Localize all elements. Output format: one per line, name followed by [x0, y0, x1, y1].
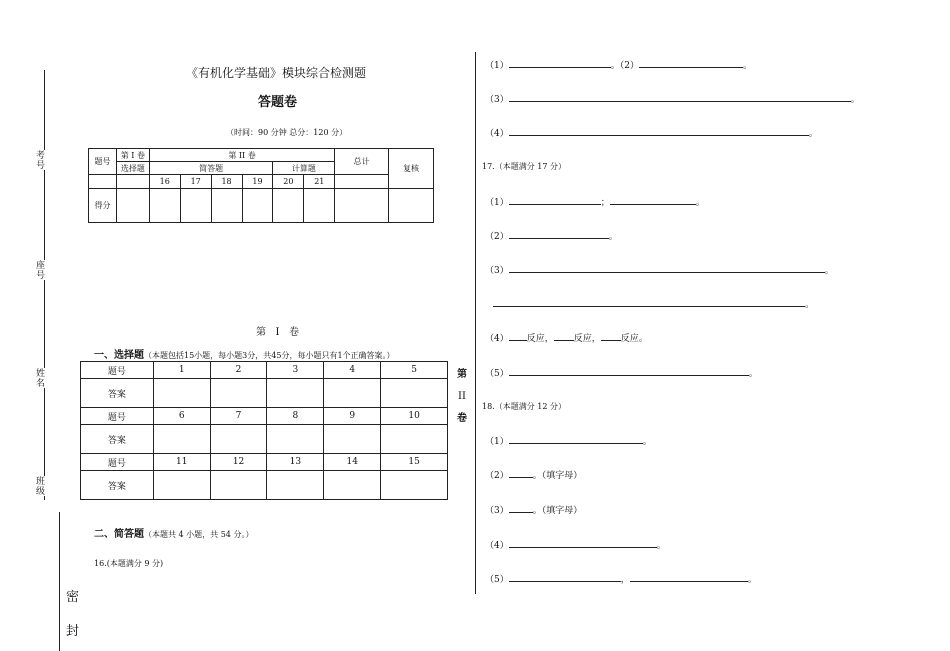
answer-cell[interactable] — [267, 471, 324, 500]
question-number: 1 — [153, 362, 210, 379]
question-number: 11 — [153, 454, 210, 471]
label-zuohao: 座号 — [34, 260, 44, 280]
answer-cell[interactable] — [324, 425, 381, 454]
question-number: 14 — [324, 454, 381, 471]
binding-line — [44, 70, 45, 500]
answer-line-r3: （3） 。 — [485, 92, 860, 105]
part2-marker — [456, 364, 468, 430]
score-cell[interactable] — [149, 189, 180, 223]
question-number: 15 — [381, 454, 448, 471]
answer-cell[interactable] — [381, 379, 448, 408]
label-banji: 班级 — [34, 476, 44, 496]
question-number: 2 — [210, 362, 267, 379]
row-label-q: 题号 — [81, 408, 154, 425]
score-juan1: 第 I 卷 — [116, 149, 149, 162]
answer-cell[interactable] — [210, 471, 267, 500]
q17-line-2: （2） 。 — [485, 229, 618, 242]
blank[interactable] — [509, 229, 609, 239]
question-16-header: 16.(本题满分 9 分) — [94, 559, 164, 568]
answer-sheet-title: 答题卷 — [258, 95, 298, 110]
score-juan2: 第 II 卷 — [149, 149, 334, 162]
answer-cell[interactable] — [153, 379, 210, 408]
seal-line — [59, 512, 60, 651]
row-label-a: 答案 — [81, 425, 154, 454]
blank[interactable] — [509, 468, 533, 478]
part2-marker-char: 卷 — [457, 413, 467, 424]
q17-line-4: （4） 反应， 反应， 反应。 — [485, 331, 648, 344]
score-cell[interactable] — [273, 189, 304, 223]
blank[interactable] — [509, 92, 851, 102]
question-number: 7 — [210, 408, 267, 425]
row-label-a: 答案 — [81, 471, 154, 500]
section2-note: （本题共 4 小题，共 54 分。） — [144, 530, 254, 539]
answer-cell[interactable] — [210, 425, 267, 454]
part2-marker-char: 第 — [457, 369, 467, 380]
score-tihao: 题号 — [89, 149, 117, 175]
blank[interactable] — [493, 297, 805, 307]
q18-line-3: （3） 。（填字母） — [485, 503, 582, 516]
part1-heading: 第 Ⅰ 卷 — [256, 327, 300, 338]
answer-cell[interactable] — [381, 471, 448, 500]
blank[interactable] — [509, 366, 749, 376]
score-num: 20 — [273, 175, 304, 189]
score-cell[interactable] — [211, 189, 242, 223]
blank[interactable] — [509, 572, 621, 582]
q17-line-3: （3） 。 — [485, 263, 834, 276]
score-xuanze: 选择题 — [116, 162, 149, 175]
answer-cell[interactable] — [267, 425, 324, 454]
row-label-q: 题号 — [81, 454, 154, 471]
blank[interactable] — [509, 331, 527, 341]
q17-line-3b: 。 — [493, 297, 814, 310]
row-label-q: 题号 — [81, 362, 154, 379]
question-17-header: 17.（本题满分 17 分） — [482, 162, 566, 171]
score-cell[interactable] — [242, 189, 273, 223]
blank[interactable] — [509, 434, 643, 444]
row-label-a: 答案 — [81, 379, 154, 408]
exam-meta: （时间：90 分钟 总分：120 分） — [226, 128, 348, 137]
q18-line-4: （4） 。 — [485, 538, 666, 551]
score-num: 19 — [242, 175, 273, 189]
page-divider — [475, 52, 476, 594]
q18-line-2: （2） 。（填字母） — [485, 468, 582, 481]
section2-header — [94, 522, 253, 541]
score-num: 17 — [180, 175, 211, 189]
seal-char-feng: 封 — [66, 624, 80, 639]
question-number: 12 — [210, 454, 267, 471]
question-number: 3 — [267, 362, 324, 379]
blank[interactable] — [509, 195, 601, 205]
blank[interactable] — [554, 331, 574, 341]
blank[interactable] — [509, 263, 825, 273]
score-cell[interactable] — [335, 189, 389, 223]
answer-line-r4: （4） 。 — [485, 126, 818, 139]
blank[interactable] — [610, 195, 696, 205]
section1-title: 一、选择题 — [94, 350, 144, 361]
question-number: 5 — [381, 362, 448, 379]
score-jianda: 简答题 — [149, 162, 273, 175]
answer-line-r1: （1） 。（2） 。 — [485, 58, 752, 71]
mc-answer-table — [80, 361, 448, 500]
question-number: 10 — [381, 408, 448, 425]
seal-char-mi: 密 — [66, 590, 80, 605]
score-cell[interactable] — [304, 189, 335, 223]
answer-cell[interactable] — [324, 471, 381, 500]
q18-line-5: （5） ， 。 — [485, 572, 757, 585]
score-fuhe: 复核 — [389, 149, 434, 189]
question-number: 13 — [267, 454, 324, 471]
section2-title: 二、简答题 — [94, 529, 144, 540]
label-xingming: 姓名 — [34, 368, 44, 388]
score-num: 16 — [149, 175, 180, 189]
answer-cell[interactable] — [381, 425, 448, 454]
score-zongji: 总计 — [335, 149, 389, 175]
blank[interactable] — [509, 538, 657, 548]
score-cell[interactable] — [116, 189, 149, 223]
question-number: 8 — [267, 408, 324, 425]
q18-line-1: （1） 。 — [485, 434, 652, 447]
blank[interactable] — [601, 331, 621, 341]
score-table — [88, 148, 434, 223]
score-defen: 得分 — [89, 189, 117, 223]
label-kaohao: 考号 — [34, 150, 44, 170]
score-cell[interactable] — [180, 189, 211, 223]
score-num: 18 — [211, 175, 242, 189]
score-jisuan: 计算题 — [273, 162, 335, 175]
exam-title: 《有机化学基础》模块综合检测题 — [186, 66, 367, 80]
question-number: 9 — [324, 408, 381, 425]
answer-cell[interactable] — [210, 379, 267, 408]
blank[interactable] — [509, 58, 611, 68]
question-18-header: 18.（本题满分 12 分） — [482, 402, 566, 411]
score-cell[interactable] — [389, 189, 434, 223]
blank[interactable] — [630, 572, 748, 582]
question-number: 4 — [324, 362, 381, 379]
answer-cell[interactable] — [153, 471, 210, 500]
answer-cell[interactable] — [324, 379, 381, 408]
question-number: 6 — [153, 408, 210, 425]
answer-cell[interactable] — [153, 425, 210, 454]
answer-cell[interactable] — [267, 379, 324, 408]
q17-line-1: （1） ； 。 — [485, 195, 705, 208]
blank[interactable] — [509, 126, 809, 136]
score-num: 21 — [304, 175, 335, 189]
section1-note: （本题包括15小题，每小题3分，共45分，每小题只有1个正确答案。） — [144, 351, 395, 360]
section1-header — [94, 343, 395, 362]
part2-marker-char: II — [458, 391, 466, 402]
q17-line-5: （5） 。 — [485, 366, 758, 379]
blank[interactable] — [509, 503, 533, 513]
blank[interactable] — [639, 58, 743, 68]
